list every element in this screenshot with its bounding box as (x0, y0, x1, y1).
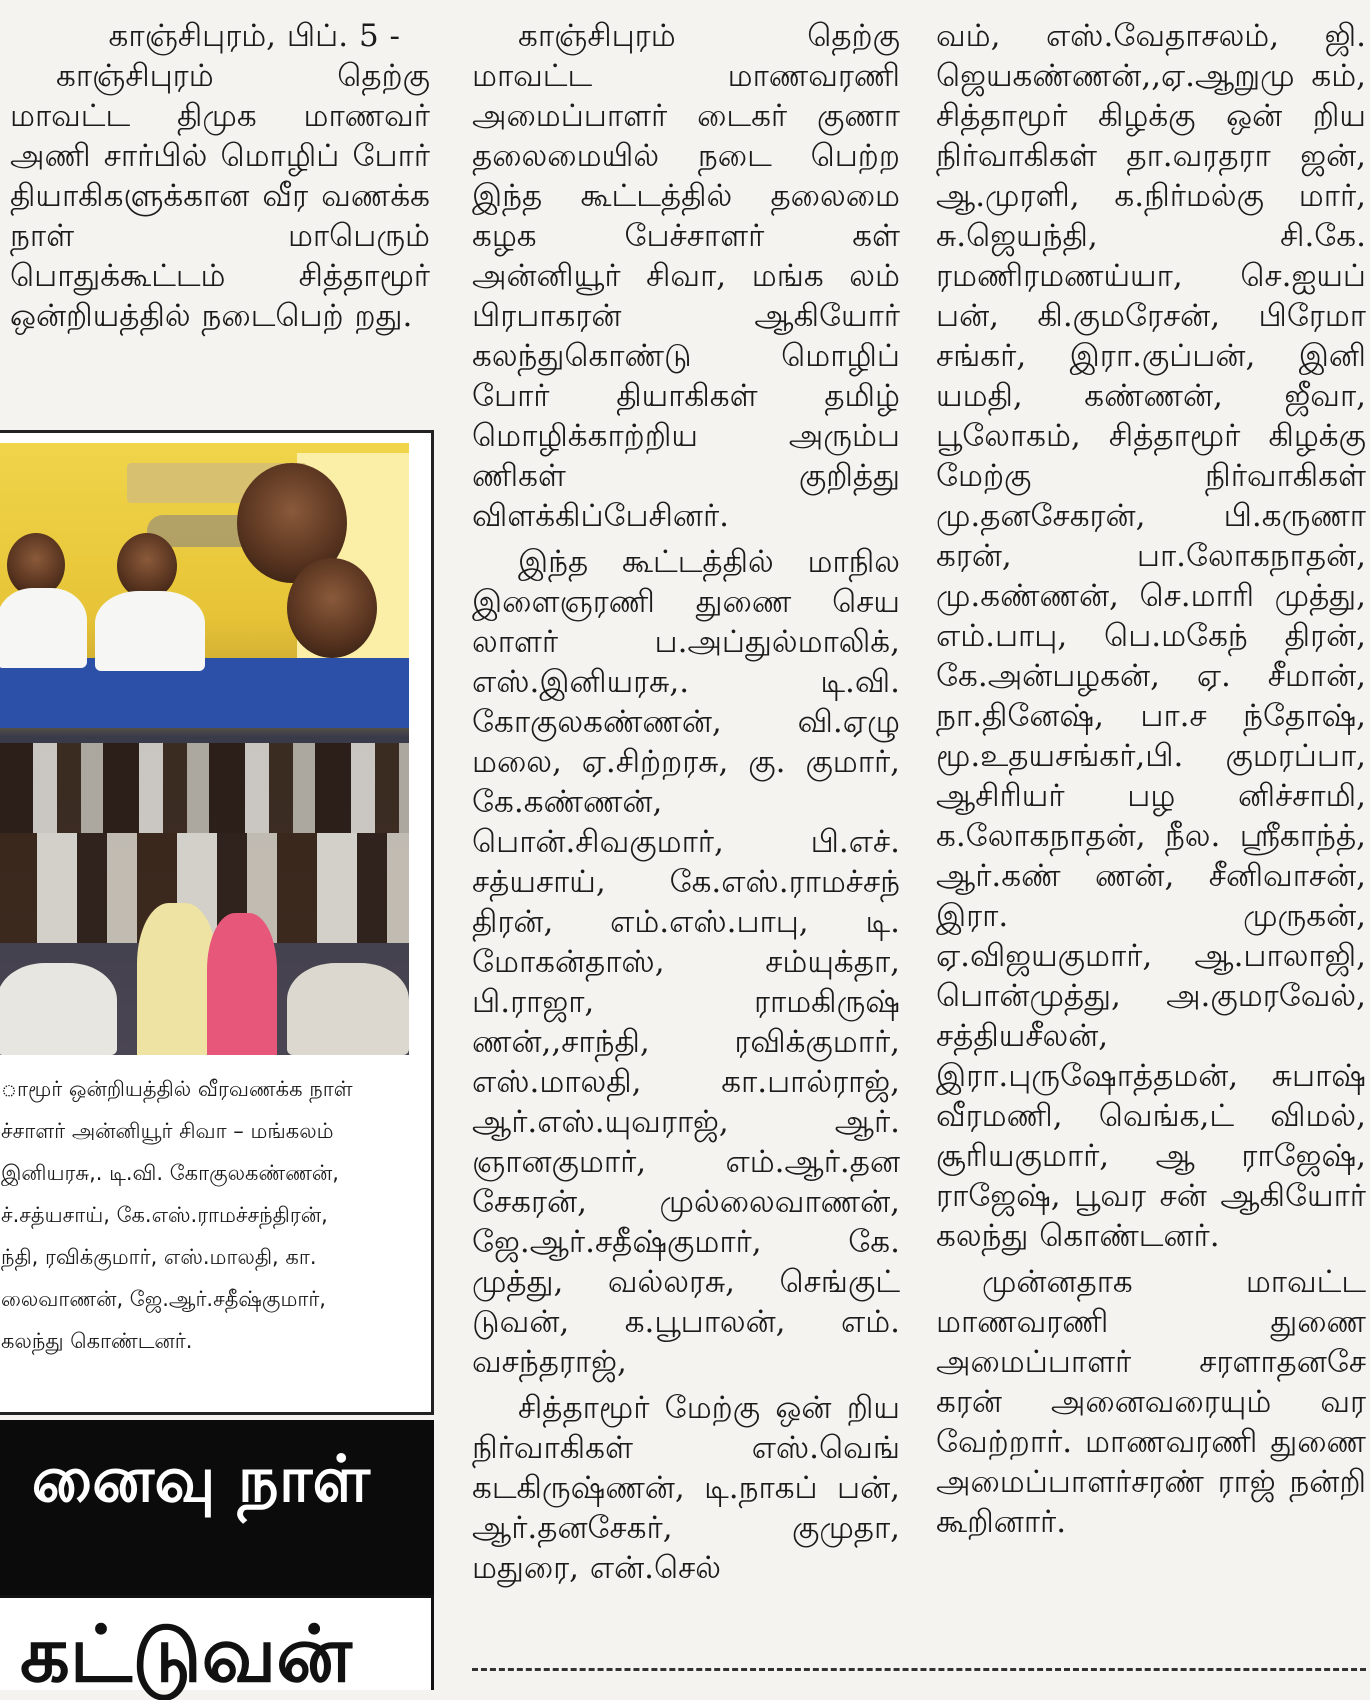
photo-shirt-front-2 (287, 963, 409, 1055)
photo-crowd-back (0, 743, 409, 833)
photo-portrait-2 (287, 558, 377, 658)
article-lead (0, 0, 440, 336)
photo-saree-2 (207, 913, 277, 1055)
caption-line: ச்.சத்யசாய், கே.எஸ்.ராமச்சந்திரன், (1, 1203, 328, 1227)
article-paragraph: வம், எஸ்.வேதாசலம், ஜி. ஜெயகண்ணன்,,ஏ.ஆறுமு கம், சித்தாமூர் கிழக்கு ஒன் றிய நிர்வாகிகள் தா.வரதரா ஜன், ஆ.முரளி, க.நிர்மல்கு மார், சு.ஜெயந்தி, சி.கே. ரமணிரமணய்யா, செ.ஐயப் பன், கி.குமரேசன், பிரேமா சங்கர், இரா.குப்பன், இனி யமதி, கண்ணன், ஜீவா, பூலோகம், சித்தாமூர் கிழக்கு மேற்கு நிர்வாகிகள் மு.தனசேகரன், பி.கருணா கரன், பா.லோகநாதன், மு.கண்ணன், செ.மாரி முத்து, எம்.பாபு, பெ.மகேந் திரன், கே.அன்பழகன், ஏ. சீமான், நா.தினேஷ், பா.ச ந்தோஷ், மூ.உதயசங்கர்,பி. குமரப்பா, ஆசிரியர் பழ னிச்சாமி, க.லோகநாதன், நீல. ஸ்ரீகாந்த், ஆர்.கண் ணன், சீனிவாசன், இரா. முருகன், ஏ.விஜயகுமார், ஆ.பாலாஜி, பொன்முத்து, அ.குமரவேல், சத்தியசீலன், இரா.புருஷோத்தமன், சுபாஷ் வீரமணி, வெங்க,ட் விமல், சூரியகுமார், ஆ ராஜேஷ், ராஜேஷ், பூவர சன் ஆகியோர் கலந்து கொண்டனர். (936, 18, 1366, 1254)
article-paragraph: சித்தாமூர் மேற்கு ஒன் றிய நிர்வாகிகள் எஸ்.வெங் கடகிருஷ்ணன், டி.நாகப் பன், ஆர்.தனசேகர், குமுதா, மதுரை, என்.செல் (472, 1390, 900, 1586)
photo-shirt-front (0, 963, 117, 1055)
article-paragraph: இந்த கூட்டத்தில் மாநில இளைஞரணி துணை செய லாளர் ப.அப்துல்மாலிக், எஸ்.இனியரசு,. டி.வி. கோகுலகண்ணன், வி.ஏழு மலை, ஏ.சிற்றரசு, கு. குமார், கே.கண்ணன், பொன்.சிவகுமார், பி.எச். சத்யசாய், கே.எஸ்.ராமச்சந் திரன், எம்.எஸ்.பாபு, டி. மோகன்தாஸ், சம்யுக்தா, பி.ராஜா, ராமகிருஷ் ணன்,,சாந்தி, ரவிக்குமார், எஸ்.மாலதி, கா.பால்ராஜ், ஆர்.எஸ்.யுவராஜ், ஆர். ஞானகுமார், எம்.ஆர்.தன சேகரன், முல்லைவாணன், ஜே.ஆர்.சதீஷ்குமார், கே. முத்து, வல்லரசு, செங்குட் டுவன், க.பூபாலன், எம். வசந்தராஜ், (472, 544, 900, 1380)
news-photo-frame (0, 430, 434, 1415)
photo-stage (0, 658, 409, 728)
photo-saree-1 (137, 903, 217, 1055)
caption-line: கலந்து கொண்டனர். (1, 1329, 193, 1353)
caption-line: இனியரசு,. டி.வி. கோகுலகண்ணன், (1, 1161, 339, 1185)
article-column-2 (472, 0, 904, 1690)
article-paragraph: முன்னதாக மாவட்ட மாணவரணி துணை அமைப்பாளர் சரளாதனசே கரன் அனைவரையும் வர வேற்றார். மாணவரணி துணை அமைப்பாளர்சரண் ராஜ் நன்றி கூறினார். (936, 1264, 1366, 1540)
news-photo (0, 443, 409, 1055)
next-article-headline: கட்டுவன் (20, 1609, 352, 1700)
caption-line: ந்தி, ரவிக்குமார், எஸ்.மாலதி, கா. (1, 1245, 317, 1269)
article-paragraph: காஞ்சிபுரம் தெற்கு மாவட்ட மாணவரணி அமைப்பாளர் டைகர் குணா தலைமையில் நடை பெற்ற இந்த கூட்டத்தில் தலைமை கழக பேச்சாளர் கள் அன்னியூர் சிவா, மங்க லம் பிரபாகரன் ஆகியோர் கலந்துகொண்டு மொழிப் போர் தியாகிகள் தமிழ் மொழிக்காற்றிய அரும்ப ணிகள் குறித்து விளக்கிப்பேசினர். (472, 18, 900, 534)
caption-line: ச்சாளர் அன்னியூர் சிவா – மங்கலம் (1, 1119, 334, 1143)
lead-paragraph: காஞ்சிபுரம் தெற்கு மாவட்ட திமுக மாணவர் அணி சார்பில் மொழிப் போர் தியாகிகளுக்கான வீர வணக்க நாள் மாபெரும் பொதுக்கூட்டம் சித்தாமூர் ஒன்றியத்தில் நடைபெற் றது. (10, 58, 430, 334)
article-column-3 (936, 0, 1366, 1690)
caption-line: ாமூர் ஒன்றியத்தில் வீரவணக்க நாள் (1, 1077, 353, 1101)
dark-box-headline: னைவு நாள் (31, 1442, 370, 1517)
photo-shirt-2 (95, 591, 205, 671)
section-divider (472, 1668, 1366, 1671)
photo-shirt-1 (0, 588, 87, 668)
dateline: காஞ்சிபுரம், பிப். 5 - (108, 18, 400, 54)
photo-caption (0, 1068, 429, 1362)
photo-person-2 (117, 533, 177, 599)
caption-line: லைவாணன், ஜே.ஆர்.சதீஷ்குமார், (1, 1287, 326, 1311)
